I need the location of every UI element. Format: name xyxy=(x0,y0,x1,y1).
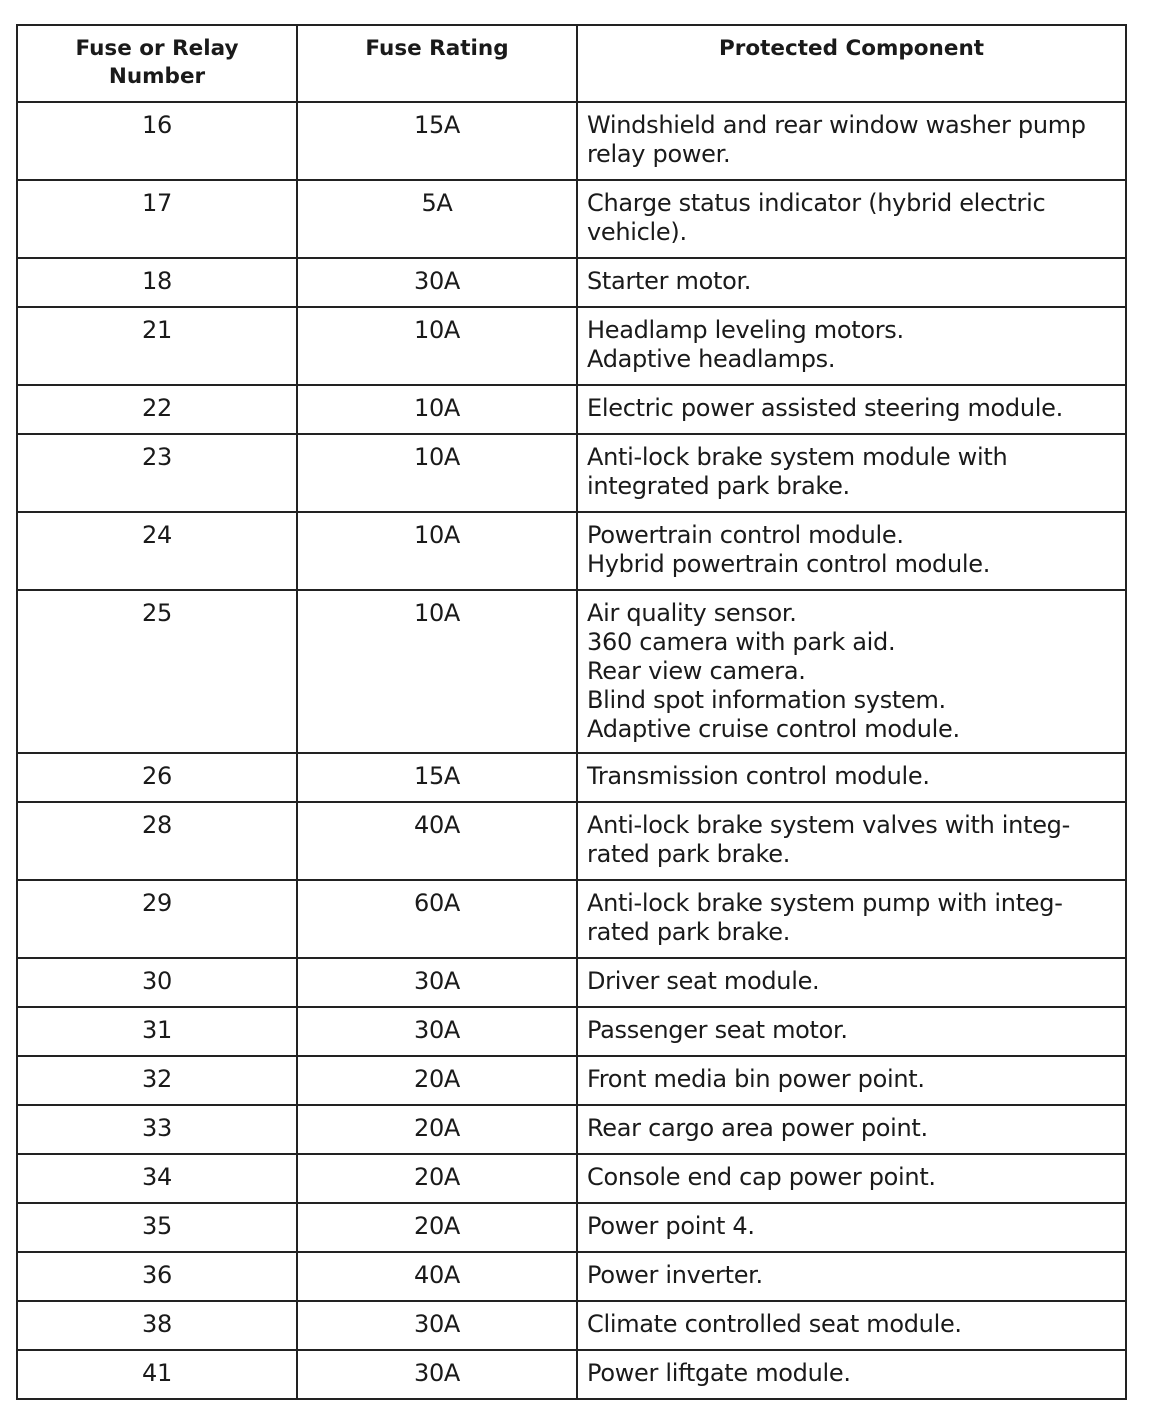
table-row xyxy=(17,1350,1126,1399)
protected-component-cell: Electric power assisted steering module. xyxy=(577,385,1126,434)
fuse-rating-cell: 15A xyxy=(297,753,577,802)
fuse-rating-cell: 30A xyxy=(297,1007,577,1056)
fuse-rating-cell: 30A xyxy=(297,958,577,1007)
fuse-number-cell: 36 xyxy=(17,1252,297,1301)
header-row xyxy=(17,25,1126,102)
table-row xyxy=(17,434,1126,512)
fuse-rating-cell: 20A xyxy=(297,1105,577,1154)
fuse-rating-cell: 40A xyxy=(297,1252,577,1301)
fuse-number-cell: 38 xyxy=(17,1301,297,1350)
table-row xyxy=(17,385,1126,434)
table-row xyxy=(17,1203,1126,1252)
fuse-number-cell: 35 xyxy=(17,1203,297,1252)
fuse-number-cell: 23 xyxy=(17,434,297,512)
fuse-number-cell: 34 xyxy=(17,1154,297,1203)
fuse-number-cell: 24 xyxy=(17,512,297,590)
table-row xyxy=(17,258,1126,307)
table-row xyxy=(17,307,1126,385)
protected-component-cell: Rear cargo area power point. xyxy=(577,1105,1126,1154)
protected-component-cell: Power liftgate module. xyxy=(577,1350,1126,1399)
protected-component-cell: Passenger seat motor. xyxy=(577,1007,1126,1056)
protected-component-cell: Anti-lock brake system module with integrated park brake. xyxy=(577,434,1126,512)
protected-component-cell: Front media bin power point. xyxy=(577,1056,1126,1105)
fuse-rating-cell: 30A xyxy=(297,1301,577,1350)
fuse-rating-cell: 20A xyxy=(297,1154,577,1203)
fuse-number-cell: 29 xyxy=(17,880,297,958)
protected-component-cell: Headlamp leveling motors. Adaptive headlamps. xyxy=(577,307,1126,385)
fuse-number-cell: 31 xyxy=(17,1007,297,1056)
fuse-number-cell: 26 xyxy=(17,753,297,802)
table-row xyxy=(17,1105,1126,1154)
protected-component-cell: Power inverter. xyxy=(577,1252,1126,1301)
protected-component-cell: Transmission control module. xyxy=(577,753,1126,802)
table-row xyxy=(17,753,1126,802)
header-protected-component: Protected Component xyxy=(577,25,1126,102)
fuse-rating-cell: 20A xyxy=(297,1056,577,1105)
fuse-rating-cell: 10A xyxy=(297,590,577,753)
protected-component-cell: Air quality sensor. 360 camera with park aid. Rear view camera. Blind spot information system. Adaptive cruise control module. xyxy=(577,590,1126,753)
fuse-rating-cell: 10A xyxy=(297,307,577,385)
table-row xyxy=(17,1252,1126,1301)
protected-component-cell: Climate controlled seat module. xyxy=(577,1301,1126,1350)
fuse-number-cell: 30 xyxy=(17,958,297,1007)
protected-component-cell: Console end cap power point. xyxy=(577,1154,1126,1203)
fuse-rating-cell: 10A xyxy=(297,385,577,434)
protected-component-cell: Charge status indicator (hybrid electric vehicle). xyxy=(577,180,1126,258)
fuse-number-cell: 25 xyxy=(17,590,297,753)
fuse-rating-cell: 30A xyxy=(297,258,577,307)
table-row xyxy=(17,1007,1126,1056)
fuse-rating-cell: 10A xyxy=(297,434,577,512)
table-row xyxy=(17,512,1126,590)
fuse-number-cell: 16 xyxy=(17,102,297,180)
protected-component-cell: Powertrain control module. Hybrid powertrain control module. xyxy=(577,512,1126,590)
fuse-number-cell: 22 xyxy=(17,385,297,434)
table-row xyxy=(17,590,1126,753)
protected-component-cell: Power point 4. xyxy=(577,1203,1126,1252)
header-fuse-number: Fuse or Relay Number xyxy=(17,25,297,102)
protected-component-cell: Starter motor. xyxy=(577,258,1126,307)
protected-component-cell: Windshield and rear window washer pump relay power. xyxy=(577,102,1126,180)
fuse-number-cell: 21 xyxy=(17,307,297,385)
fuse-rating-cell: 60A xyxy=(297,880,577,958)
protected-component-cell: Anti-lock brake system valves with integ- rated park brake. xyxy=(577,802,1126,880)
table-row xyxy=(17,1301,1126,1350)
fuse-number-cell: 33 xyxy=(17,1105,297,1154)
fuse-number-cell: 18 xyxy=(17,258,297,307)
fuse-table xyxy=(16,24,1127,1400)
protected-component-cell: Anti-lock brake system pump with integ- rated park brake. xyxy=(577,880,1126,958)
table-header xyxy=(17,25,1126,102)
fuse-number-cell: 41 xyxy=(17,1350,297,1399)
fuse-number-cell: 17 xyxy=(17,180,297,258)
fuse-rating-cell: 10A xyxy=(297,512,577,590)
fuse-rating-cell: 30A xyxy=(297,1350,577,1399)
protected-component-cell: Driver seat module. xyxy=(577,958,1126,1007)
fuse-rating-cell: 5A xyxy=(297,180,577,258)
fuse-rating-cell: 40A xyxy=(297,802,577,880)
table-row xyxy=(17,880,1126,958)
table-row xyxy=(17,102,1126,180)
table-row xyxy=(17,1056,1126,1105)
table-row xyxy=(17,802,1126,880)
fuse-rating-cell: 20A xyxy=(297,1203,577,1252)
table-body xyxy=(17,102,1126,1399)
fuse-rating-cell: 15A xyxy=(297,102,577,180)
fuse-number-cell: 28 xyxy=(17,802,297,880)
fuse-number-cell: 32 xyxy=(17,1056,297,1105)
header-fuse-rating: Fuse Rating xyxy=(297,25,577,102)
table-row xyxy=(17,1154,1126,1203)
table-row xyxy=(17,180,1126,258)
table-row xyxy=(17,958,1126,1007)
